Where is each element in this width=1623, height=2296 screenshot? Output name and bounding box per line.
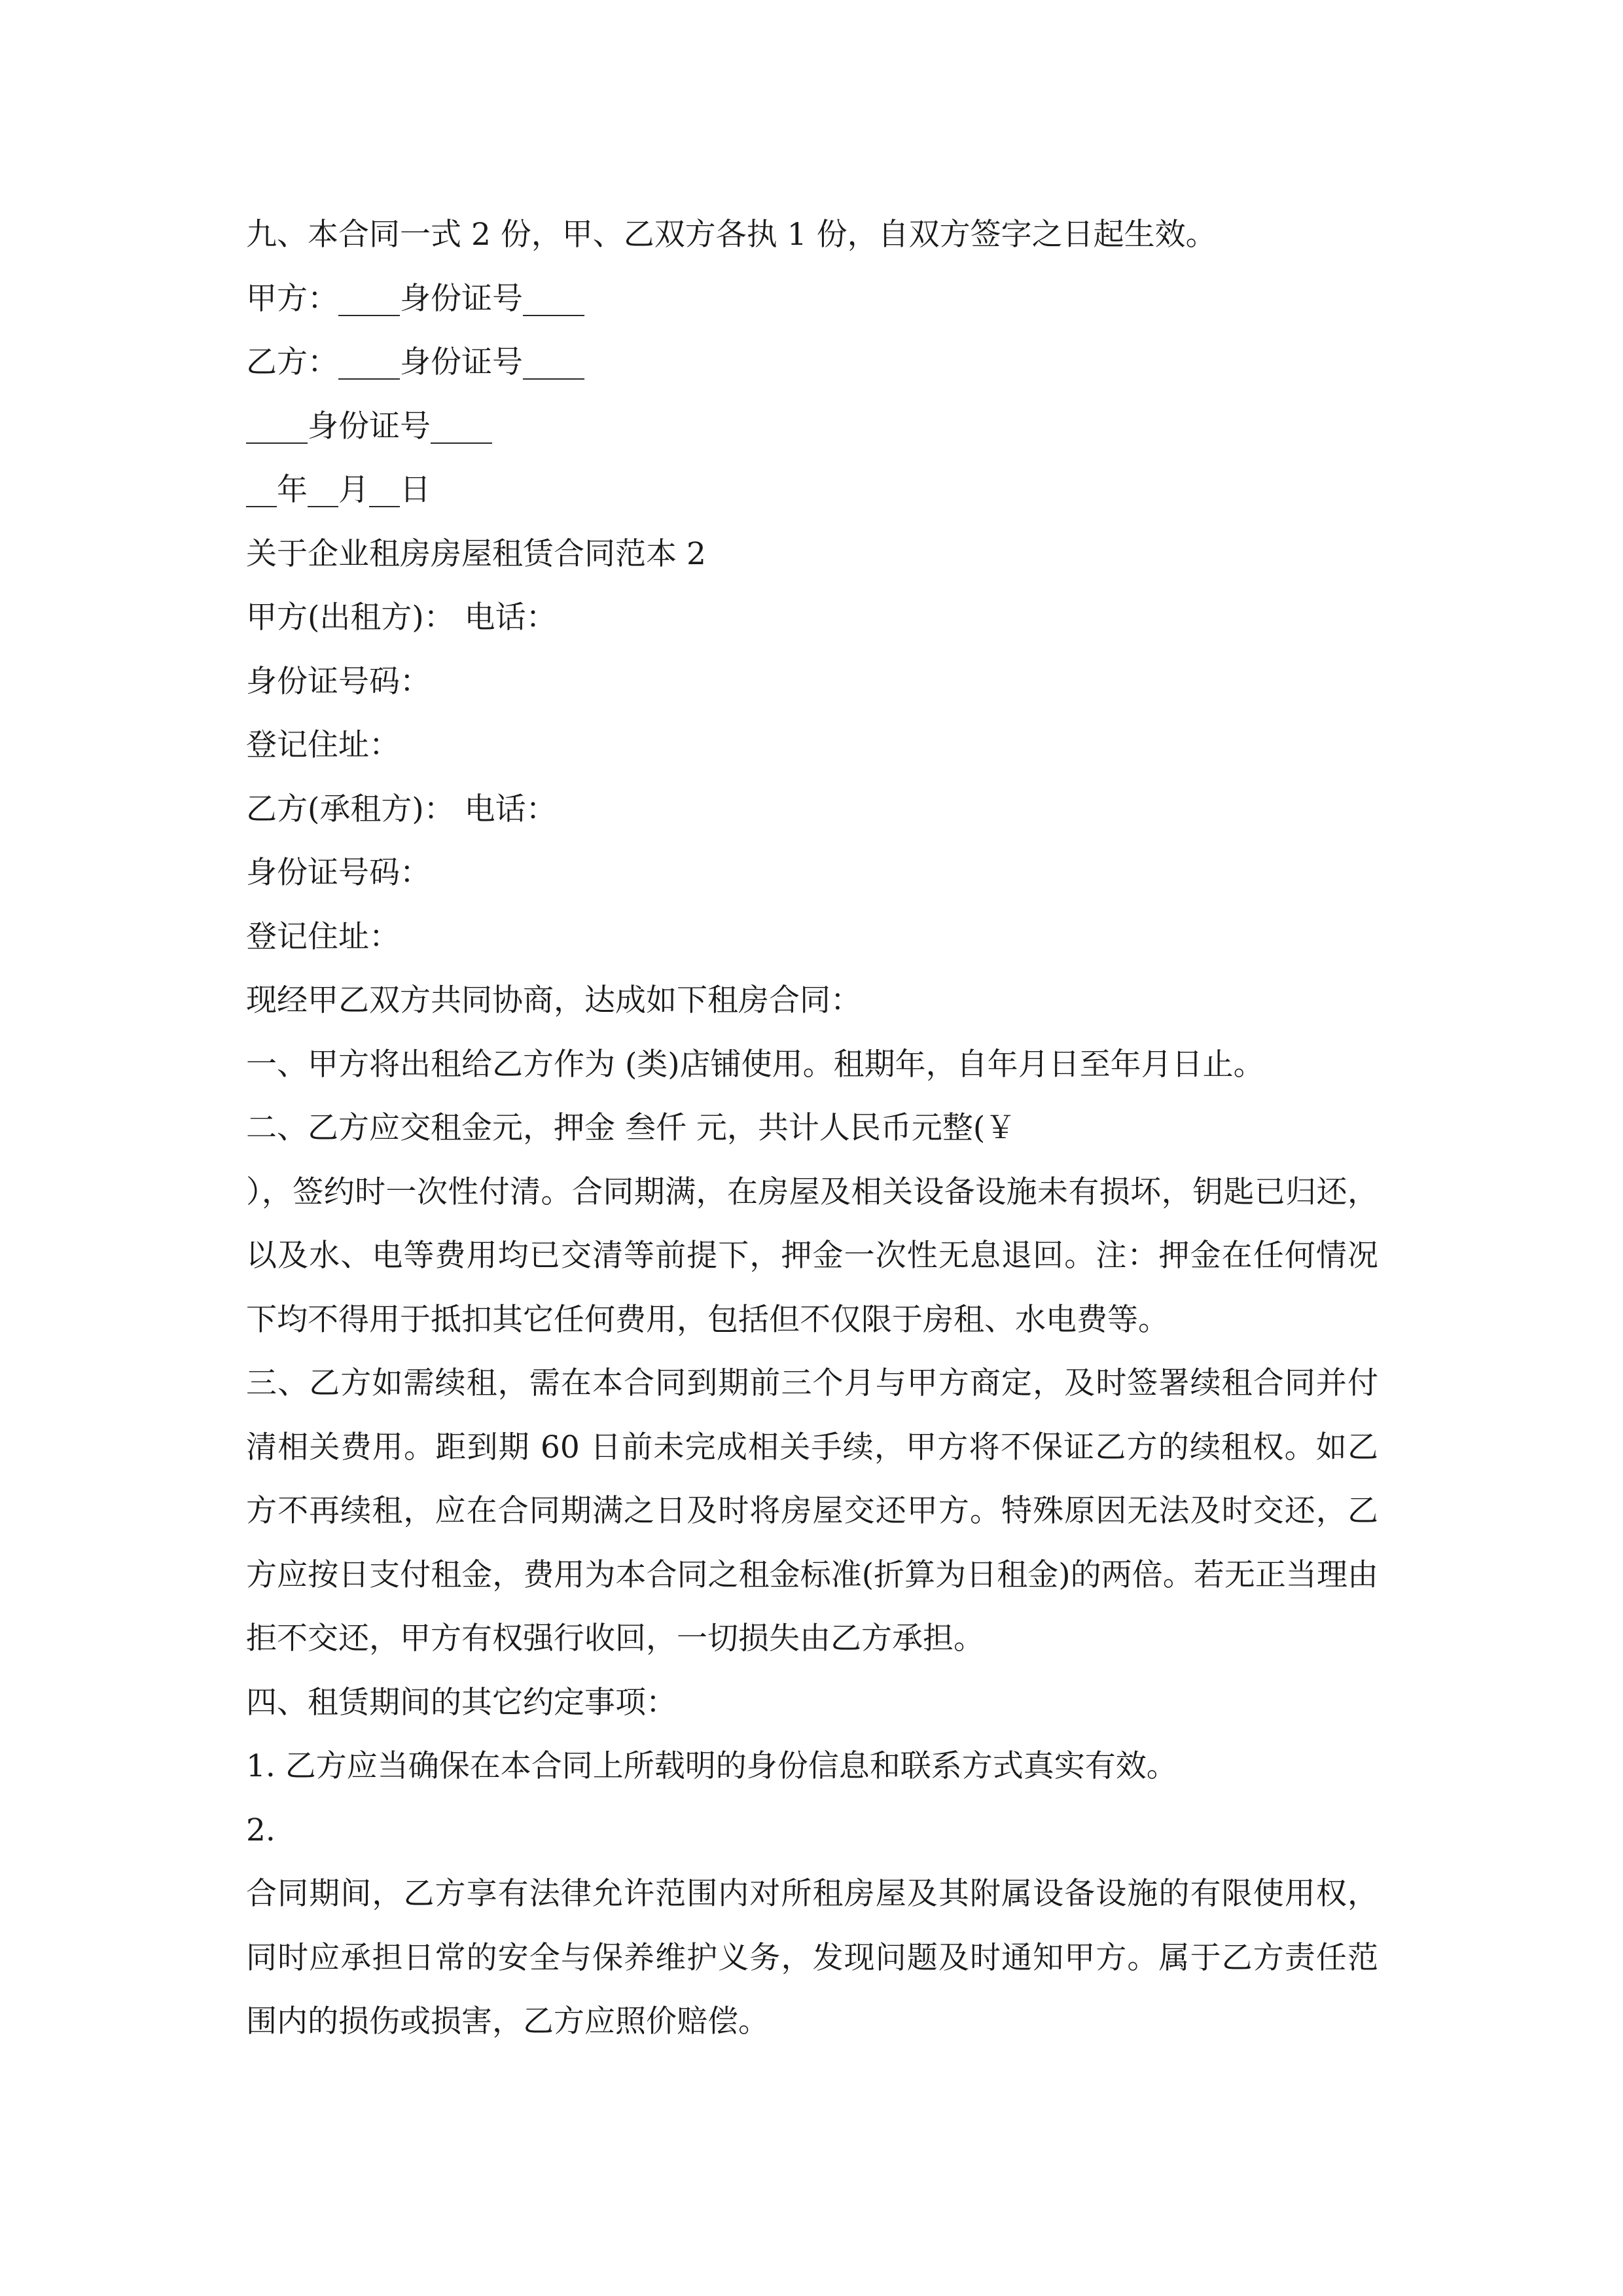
lessor-address: 登记住址： bbox=[246, 727, 400, 763]
clause-nine: 九、本合同一式 2 份，甲、乙双方各执 1 份，自双方签字之日起生效。 bbox=[246, 217, 1217, 253]
clause-four-item-2-label: 2. bbox=[246, 1812, 276, 1848]
clause-two-body: ），签约时一次性付清。合同期满，在房屋及相关设备设施未有损坏，钥匙已归还，以及水、电等费用均已交清等前提下，押金一次性无息退回。注：押金在任何情况下均不得用于抵扣其它任何费用，包括但不仅限于房租、水电费等。 bbox=[246, 1174, 1378, 1338]
clause-four-heading: 四、租赁期间的其它约定事项： bbox=[246, 1684, 677, 1721]
lessee-address: 登记住址： bbox=[246, 918, 400, 955]
clause-one: 一、甲方将出租给乙方作为 (类)店铺使用。租期年，自年月日至年月日止。 bbox=[246, 1046, 1264, 1083]
clause-three: 三、乙方如需续租，需在本合同到期前三个月与甲方商定，及时签署续租合同并付清相关费用。距到期 60 日前未完成相关手续，甲方将不保证乙方的续租权。如乙方不再续租，应在合同期满之日及时将房屋交还甲方。特殊原因无法及时交还，乙方应按日支付租金，费用为本合同之租金标准(折算为日租金)的两倍。若无正当理由拒不交还，甲方有权强行收回，一切损失由乙方承担。 bbox=[246, 1365, 1378, 1657]
lessee-phone-line: 乙方(承租方)： 电话： bbox=[246, 791, 557, 827]
lessor-id-number: 身份证号码： bbox=[246, 663, 431, 700]
clause-two-heading: 二、乙方应交租金元，押金 叁仟 元，共计人民币元整(￥ bbox=[246, 1110, 1016, 1146]
contract-title: 关于企业租房房屋租赁合同范本 2 bbox=[246, 535, 706, 572]
extra-id-line: ____身份证号____ bbox=[246, 408, 492, 444]
lessor-phone-line: 甲方(出租方)： 电话： bbox=[246, 600, 557, 636]
date-line: __年__月__日 bbox=[246, 472, 431, 508]
clause-four-item-1: 1. 乙方应当确保在本合同上所载明的身份信息和联系方式真实有效。 bbox=[246, 1748, 1177, 1784]
agreement-intro: 现经甲乙双方共同协商，达成如下租房合同： bbox=[246, 982, 861, 1018]
clause-four-item-2-body: 合同期间，乙方享有法律允许范围内对所租房屋及其附属设备设施的有限使用权，同时应承担日常的安全与保养维护义务，发现问题及时通知甲方。属于乙方责任范围内的损伤或损害，乙方应照价赔偿。 bbox=[246, 1876, 1378, 2039]
party-b-id-line: 乙方：____身份证号____ bbox=[246, 344, 584, 380]
party-a-id-line: 甲方：____身份证号____ bbox=[246, 280, 584, 317]
lessee-id-number: 身份证号码： bbox=[246, 855, 431, 891]
document-body bbox=[246, 203, 1378, 2054]
